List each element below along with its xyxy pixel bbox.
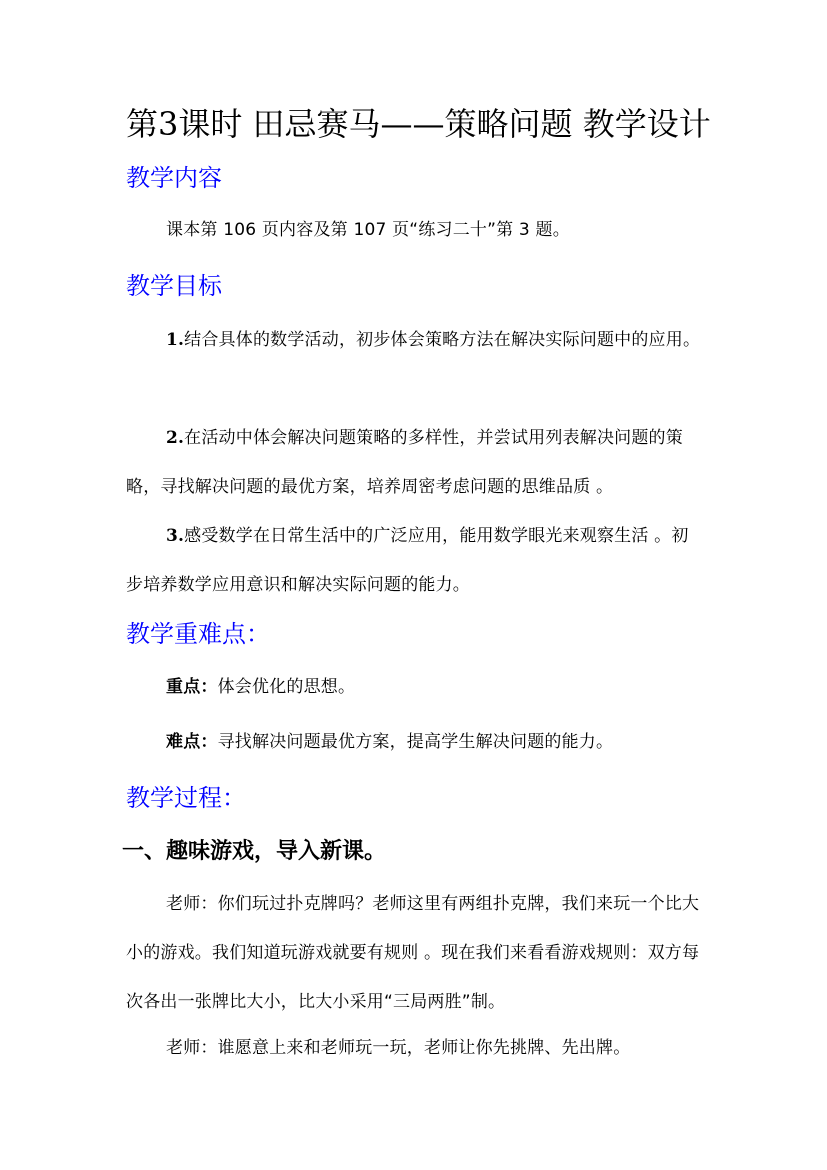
objective-number: 1. <box>166 330 185 350</box>
objective-text: 在活动中体会解决问题策略的多样性，并尝试用列表解决问题的策略，寻找解决问题的最优方案，培养周密考虑问题的思维品质 。 <box>126 428 683 497</box>
heading-key-difficult-points: 教学重难点： <box>126 620 270 648</box>
key-point <box>126 663 702 712</box>
objective-number: 2. <box>166 428 185 448</box>
process-subheading-1: 一、趣味游戏，导入新课。 <box>122 838 387 864</box>
objective-text: 感受数学在日常生活中的广泛应用，能用数学眼光来观察生活 。初步培养数学应用意识和解决实际问题的能力。 <box>126 526 689 595</box>
process-paragraph-1: 老师：你们玩过扑克牌吗？老师这里有两组扑克牌，我们来玩一个比大小的游戏。我们知道玩游戏就要有规则 。现在我们来看看游戏规则：双方每次各出一张牌比大小，比大小采用“三局两胜”制。 <box>126 894 700 1012</box>
difficulty-point-text: 寻找解决问题最优方案，提高学生解决问题的能力。 <box>217 732 614 752</box>
objective-number: 3. <box>166 526 185 546</box>
difficulty-point <box>126 718 702 767</box>
process-paragraph-2: 老师：谁愿意上来和老师玩一玩，老师让你先挑牌、先出牌。 <box>166 1038 631 1058</box>
objective-item-1 <box>126 316 702 365</box>
key-point-label: 重点： <box>166 677 218 697</box>
content-text: 课本第 106 页内容及第 107 页“练习二十”第 3 题。 <box>166 220 570 240</box>
objective-text: 结合具体的数学活动，初步体会策略方法在解决实际问题中的应用。 <box>184 330 701 350</box>
heading-teaching-process: 教学过程： <box>126 784 246 812</box>
document-title: 第3课时 田忌赛马——策略问题 教学设计 <box>126 105 711 143</box>
difficulty-point-label: 难点： <box>166 732 218 752</box>
heading-teaching-objectives: 教学目标 <box>126 272 222 300</box>
objective-item-3 <box>126 512 702 610</box>
objective-item-2 <box>126 414 702 512</box>
key-point-text: 体会优化的思想。 <box>217 677 356 697</box>
heading-teaching-content: 教学内容 <box>126 164 222 192</box>
